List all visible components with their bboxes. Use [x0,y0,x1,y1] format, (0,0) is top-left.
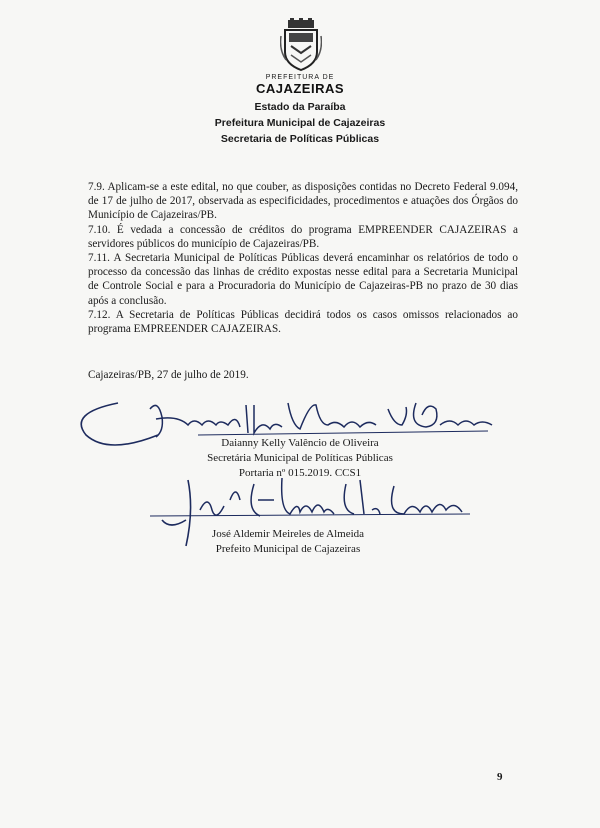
signatory-1-ordinance: Portaria nº 015.2019. CCS1 [238,467,362,479]
edital-clauses [88,180,518,336]
clause-7-11: 7.11. A Secretaria Municipal de Políticas Públicas deverá encaminhar os relatórios de todo o processo da concessão das linhas de crédito expostas nesse edital para a Secretaria Municipal de Controle Social e para a Procuradoria do Município de Cajazeiras-PB no prazo de 30 dias após a conclusão. [88,252,518,307]
header-state: Estado da Paraíba [254,101,346,113]
clause-7-10: 7.10. É vedada a concessão de créditos do programa EMPREENDER CAJAZEIRAS a servidores públicos do município de Cajazeiras/PB. [88,223,518,250]
signatory-1-role: Secretária Municipal de Políticas Públicas [207,452,393,464]
brand-subtitle: PREFEITURA DE [265,74,335,81]
signatory-1-name: Daianny Kelly Valêncio de Oliveira [221,437,379,449]
clause-7-9: 7.9. Aplicam-se a este edital, no que couber, as disposições contidas no Decreto Federal 9.094, de 17 de julho de 2017, observada as especificidades, procedimentos e atuações dos Órgãos do Município de Cajazeiras/PB. [88,181,518,222]
page-number: 9 [497,771,503,783]
date-line: Cajazeiras/PB, 27 de julho de 2019. [88,369,249,381]
signatory-2-name: José Aldemir Meireles de Almeida [211,528,365,540]
coat-of-arms-logo [280,18,322,72]
clause-7-12: 7.12. A Secretaria de Políticas Públicas decidirá todos os casos omissos relacionados ao programa EMPREENDER CAJAZEIRAS. [88,308,518,336]
signatory-2-role: Prefeito Municipal de Cajazeiras [215,543,361,555]
header-prefecture: Prefeitura Municipal de Cajazeiras [214,117,386,129]
header-secretariat: Secretaria de Políticas Públicas [220,133,380,145]
brand-name: CAJAZEIRAS [255,81,345,96]
